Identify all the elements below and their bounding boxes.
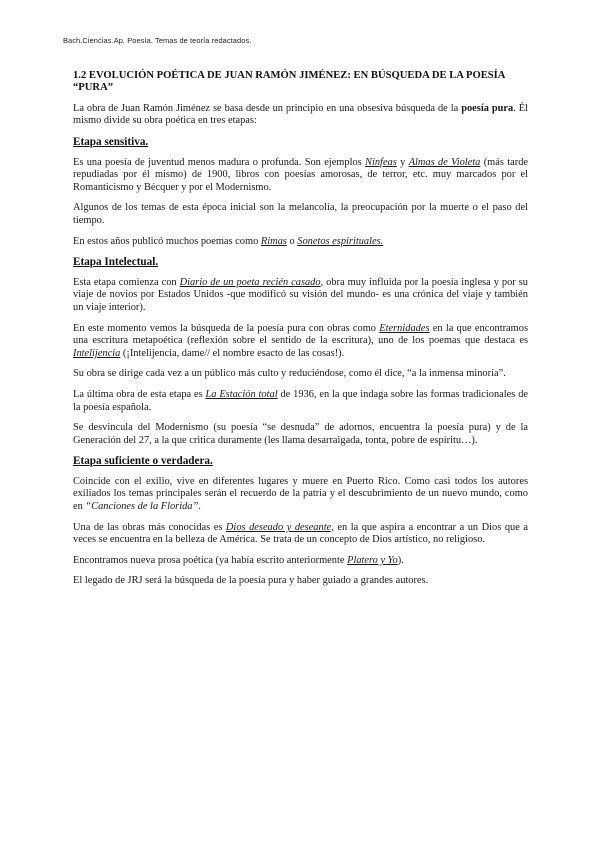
text: En este momento vemos la búsqueda de la poesía pura con obras como — [73, 322, 380, 334]
intro-bold-term: poesía pura — [461, 102, 514, 114]
intro-paragraph — [73, 103, 528, 128]
text: en la que encontramos una escritura metapoética (reflexión sobre el sentido de la escritura), uno de los poemas que destaca es — [73, 322, 528, 347]
intro-text-1: La obra de Juan Ramón Jiménez se basa desde un principio en una obsesiva búsqueda de la — [73, 102, 462, 114]
page-header: Bach.Ciencias.Ap. Poesía. Temas de teoría redactados. — [63, 36, 252, 45]
section-heading-intelectual: Etapa Intelectual. — [73, 256, 159, 269]
text: En estos años publicó muchos poemas como — [73, 235, 261, 247]
text: y — [396, 156, 409, 168]
suficiente-paragraph-1 — [73, 476, 528, 514]
text: Es una poesía de juventud menos madura o profunda. Son ejemplos — [73, 156, 366, 168]
intelectual-paragraph-5: Se desvincula del Modernismo (su poesía “se desnuda” de adornos, encuentra la poesía pura) y de la Generación del 27, a la que critica duramente (les llama desarraigada, tonta, pobre de espíritu…). — [73, 422, 528, 446]
text: Una de las obras más conocidas es — [73, 521, 226, 533]
work-title-sonetos-espirituales: Sonetos espirituales. — [297, 235, 384, 247]
text: . — [198, 501, 201, 513]
text: en la que aspira a encontrar a un Dios que a veces se encuentra en la belleza de América. Se trata de un concepto de Dios artístico, no religioso. — [73, 521, 528, 546]
document-title: 1.2 EVOLUCIÓN POÉTICA DE JUAN RAMÓN JIMÉNEZ: EN BÚSQUEDA DE LA POESÍA “PURA” — [73, 70, 505, 94]
work-title-almas-de-violeta: Almas de Violeta — [408, 156, 481, 168]
text: La última obra de esta etapa es — [73, 388, 206, 400]
section-heading-suficiente: Etapa suficiente o verdadera. — [73, 455, 213, 468]
text: o — [286, 235, 298, 247]
text: (más tarde repudiadas por él mismo) de 1900, libros con poesías amorosas, de terror, etc. muy marcados por el Romanticismo y Bécquer y por el Modernismo. — [73, 156, 529, 193]
suficiente-paragraph-2 — [73, 522, 528, 547]
intelectual-paragraph-3: Su obra se dirige cada vez a un público más culto y reduciéndose, como él dice, “a la inmensa minoría”. — [73, 368, 506, 380]
suficiente-paragraph-3 — [73, 555, 528, 568]
text: Coincide con el exilio, vive en diferentes lugares y muere en Puerto Rico. Como casi todos los autores exiliados los temas principales serán el recuerdo de la patria y el descubrimiento de un nuevo mundo, como en — [73, 475, 528, 513]
intro-text-2: . Él mismo divide su obra poética en tres etapas: — [73, 102, 528, 127]
work-title-intelijencia: Intelijencia — [73, 347, 121, 359]
intelectual-paragraph-1 — [73, 277, 528, 315]
text: Esta etapa comienza con — [73, 276, 180, 288]
text: de 1936, en la que indaga sobre las formas tradicionales de la poesía española. — [73, 388, 528, 413]
document-body — [73, 70, 528, 596]
work-title-rimas: Rimas — [260, 235, 287, 247]
intelectual-paragraph-4 — [73, 389, 528, 414]
sensitiva-paragraph-3 — [73, 236, 528, 249]
work-title-dios-deseado: Dios deseado y deseante, — [225, 521, 334, 533]
sensitiva-paragraph-1 — [73, 157, 528, 195]
intelectual-paragraph-2 — [73, 323, 528, 361]
section-heading-sensitiva: Etapa sensitiva. — [73, 136, 149, 148]
work-title-diario: Diario de un poeta recién casado — [179, 276, 321, 288]
work-title-canciones: “Canciones de la Florida” — [85, 501, 199, 513]
work-title-eternidades: Eternidades — [379, 322, 430, 334]
suficiente-paragraph-4: El legado de JRJ será la búsqueda de la poesía pura y haber guiado a grandes autores. — [73, 575, 429, 587]
text: , obra muy influida por la poesía inglesa y por su viaje de novios por Estados Unidos -que modificó su visión del mundo- es una crónica del viaje y también un viaje interior). — [73, 276, 528, 313]
sensitiva-paragraph-2: Algunos de los temas de esta época inicial son la melancolía, la preocupación por la muerte o el paso del tiempo. — [73, 202, 528, 226]
work-title-ninfeas: Ninfeas — [365, 156, 397, 168]
text: ). — [397, 554, 404, 566]
work-title-platero: Platero y Yo — [347, 554, 398, 566]
text: (¡Intelijencia, dame// el nombre esacto de las cosas!). — [120, 347, 345, 359]
text: Encontramos nueva prosa poética (ya había escrito anteriormente — [73, 554, 348, 566]
work-title-estacion-total: La Estación total — [205, 388, 278, 400]
